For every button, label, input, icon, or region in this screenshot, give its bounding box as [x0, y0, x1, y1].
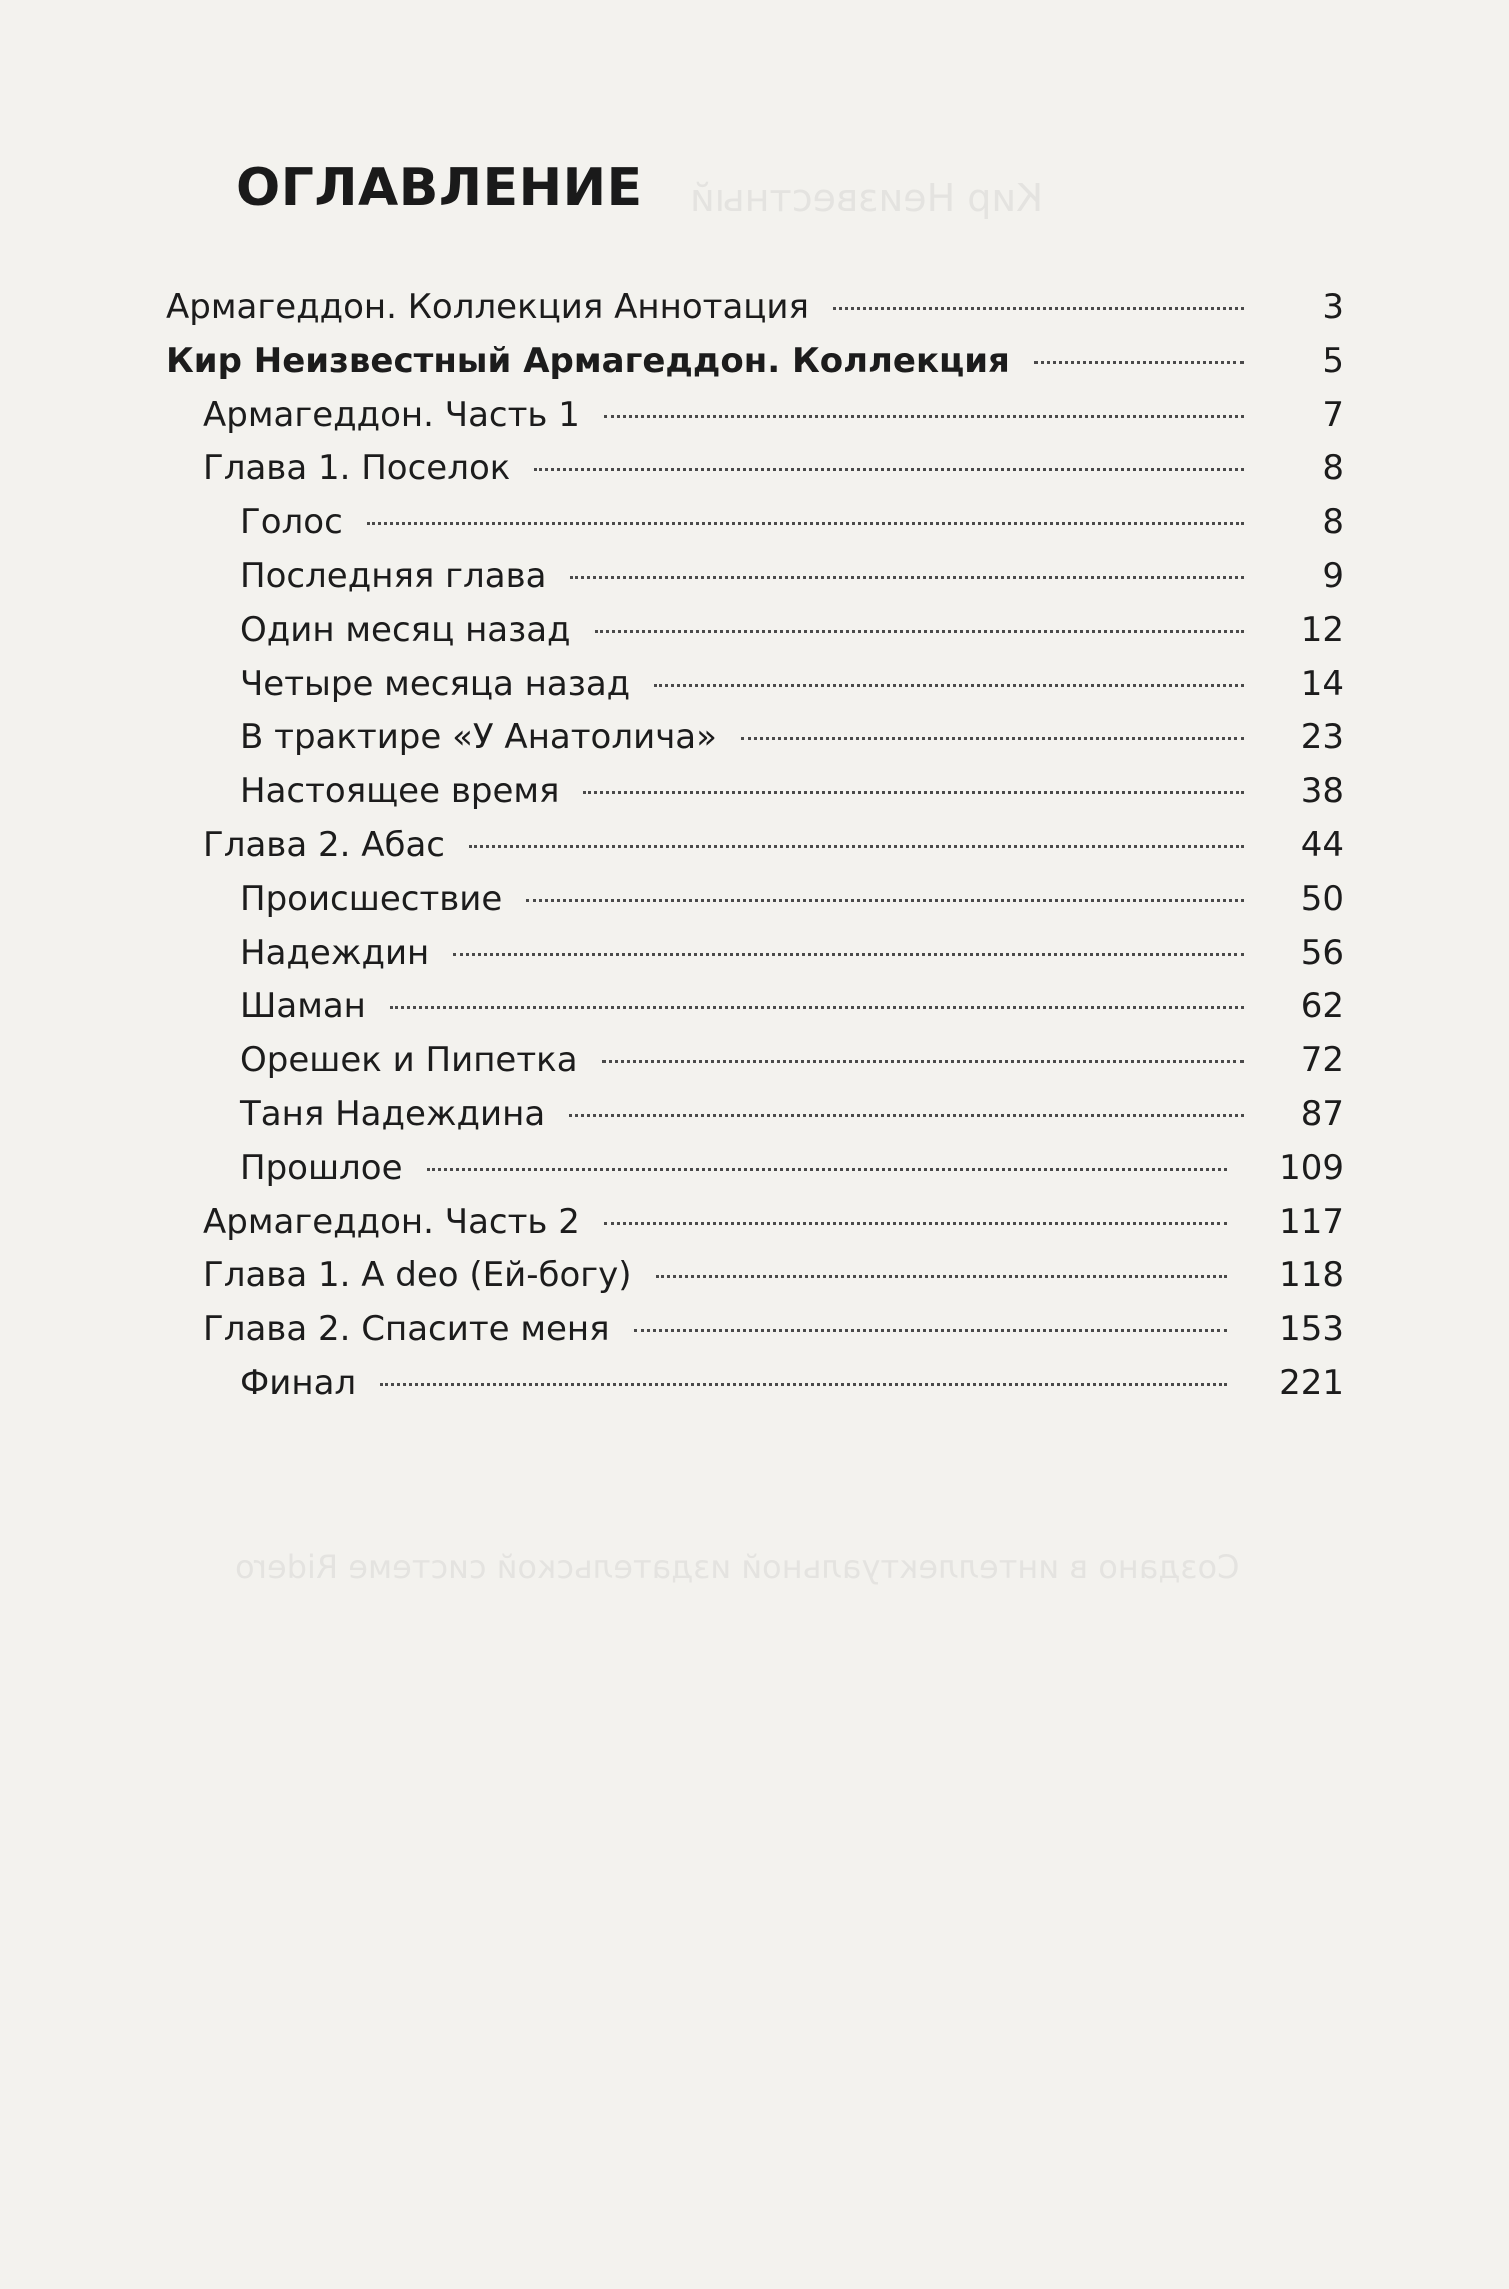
toc-entry-page-number: 3: [1322, 287, 1344, 327]
toc-entry-label: Четыре месяца назад: [240, 663, 631, 704]
toc-entry[interactable]: [0, 550, 1509, 604]
toc-entry-label: Происшествие: [240, 878, 503, 919]
dot-leader: [469, 845, 1244, 848]
toc-entry-label: Орешек и Пипетка: [240, 1040, 578, 1081]
dot-leader: [427, 1168, 1228, 1171]
dot-leader: [380, 1383, 1227, 1386]
toc-entry-page-number: 56: [1300, 932, 1344, 973]
toc-entry[interactable]: [0, 1249, 1509, 1303]
toc-entry[interactable]: [0, 1034, 1509, 1088]
toc-entry[interactable]: [0, 873, 1509, 927]
toc-entry[interactable]: [0, 1088, 1509, 1142]
toc-entry-page-number: 12: [1300, 609, 1344, 650]
dot-leader: [654, 684, 1244, 687]
toc-entry[interactable]: [0, 281, 1509, 335]
toc-entry-page-number: 72: [1300, 1040, 1344, 1081]
toc-entry-label: Кир Неизвестный Армагеддон. Коллекция: [166, 340, 1010, 381]
dot-leader: [634, 1329, 1227, 1332]
toc-entry-page-number: 14: [1300, 663, 1344, 704]
toc-entry[interactable]: [0, 765, 1509, 819]
toc-entry-label: Армагеддон. Часть 2: [203, 1201, 580, 1242]
toc-entry[interactable]: [0, 496, 1509, 550]
toc-entry-label: В трактире «У Анатолича»: [240, 717, 717, 758]
dot-leader: [656, 1275, 1228, 1278]
toc-entry-page-number: 117: [1279, 1201, 1344, 1242]
toc-entry-label: Последняя глава: [240, 555, 547, 596]
toc-entry-page-number: 221: [1279, 1362, 1344, 1403]
toc-entry[interactable]: [0, 389, 1509, 443]
toc-entry-label: Шаман: [240, 986, 366, 1027]
dot-leader: [583, 791, 1244, 794]
toc-entry-page-number: 9: [1322, 555, 1344, 596]
dot-leader: [367, 522, 1244, 525]
toc-entry[interactable]: [0, 1142, 1509, 1196]
toc-entry[interactable]: [0, 819, 1509, 873]
toc-entry-page-number: 5: [1322, 340, 1344, 381]
toc-entry[interactable]: [0, 335, 1509, 389]
toc-entry-page-number: 50: [1300, 878, 1344, 919]
toc-entry-page-number: 8: [1322, 502, 1344, 543]
dot-leader: [526, 899, 1244, 902]
toc-entry-page-number: 87: [1300, 1093, 1344, 1134]
toc-entry-label: Глава 2. Абас: [203, 824, 445, 865]
toc-entry-page-number: 153: [1279, 1309, 1344, 1350]
dot-leader: [741, 737, 1244, 740]
toc-entry[interactable]: [0, 1357, 1509, 1411]
dot-leader: [390, 1006, 1244, 1009]
dot-leader: [570, 576, 1244, 579]
dot-leader: [453, 953, 1244, 956]
bleed-through-text-bottom: Создано в интеллектуальной издательской системе Ridero: [235, 1548, 1240, 1586]
toc-entry[interactable]: [0, 442, 1509, 496]
bleed-through-text-top: Кир Неизвестный: [690, 176, 1044, 220]
toc-entry-label: Настоящее время: [240, 771, 560, 812]
toc-entry[interactable]: [0, 658, 1509, 712]
page-title: ОГЛАВЛЕНИЕ: [236, 158, 643, 218]
toc-entry-label: Глава 2. Спасите меня: [203, 1309, 610, 1350]
toc-entry-label: Армагеддон. Часть 1: [203, 394, 580, 435]
toc-entry[interactable]: [0, 980, 1509, 1034]
toc-entry[interactable]: [0, 1196, 1509, 1250]
dot-leader: [534, 468, 1244, 471]
dot-leader: [602, 1060, 1244, 1063]
toc-entry-label: Прошлое: [240, 1147, 403, 1188]
dot-leader: [1034, 361, 1244, 364]
dot-leader: [833, 307, 1244, 310]
toc-entry-page-number: 38: [1300, 771, 1344, 812]
toc-list: [0, 281, 1509, 1411]
dot-leader: [604, 1222, 1227, 1225]
toc-entry-page-number: 23: [1300, 717, 1344, 758]
toc-entry-page-number: 118: [1279, 1255, 1344, 1296]
dot-leader: [604, 415, 1244, 418]
toc-entry[interactable]: [0, 604, 1509, 658]
toc-entry-label: Таня Надеждина: [240, 1093, 546, 1134]
toc-entry[interactable]: [0, 927, 1509, 981]
toc-entry[interactable]: [0, 1303, 1509, 1357]
toc-entry[interactable]: [0, 711, 1509, 765]
toc-entry-label: Финал: [240, 1362, 357, 1403]
toc-entry-page-number: 62: [1300, 986, 1344, 1027]
toc-entry-label: Глава 1. A deo (Ей-богу): [203, 1255, 632, 1296]
toc-entry-page-number: 7: [1322, 394, 1344, 435]
dot-leader: [569, 1114, 1244, 1117]
toc-entry-page-number: 44: [1300, 824, 1344, 865]
toc-entry-page-number: 109: [1279, 1147, 1344, 1188]
toc-entry-label: Один месяц назад: [240, 609, 571, 650]
toc-entry-label: Глава 1. Поселок: [203, 448, 511, 489]
toc-entry-label: Армагеддон. Коллекция Аннотация: [166, 287, 809, 327]
toc-entry-label: Надеждин: [240, 932, 430, 973]
toc-entry-page-number: 8: [1322, 448, 1344, 489]
toc-entry-label: Голос: [240, 502, 343, 543]
dot-leader: [595, 630, 1244, 633]
